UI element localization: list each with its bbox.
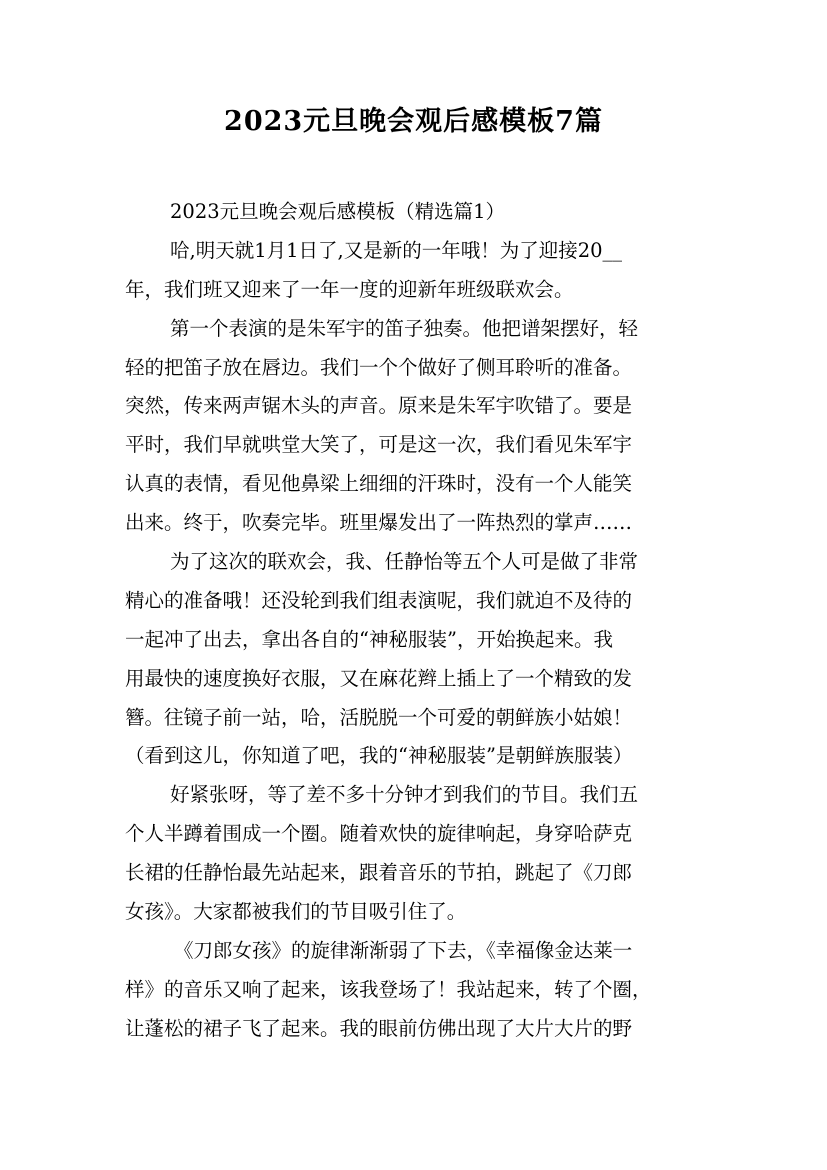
paragraph-line: 哈,明天就1月1日了,又是新的一年哦！为了迎接20__ <box>170 238 623 262</box>
document-title: 2023元旦晚会观后感模板7篇 <box>224 106 603 137</box>
paragraph-line: 轻的把笛子放在唇边。我们一个个做好了侧耳聆听的准备。 <box>125 355 633 379</box>
paragraph-line: 长裙的任静怡最先站起来，跟着音乐的节拍，跳起了《刀郎 <box>125 861 633 885</box>
paragraph-line: 平时，我们早就哄堂大笑了，可是这一次，我们看见朱军宇 <box>125 433 633 457</box>
paragraph-line: 突然，传来两声锯木头的声音。原来是朱军宇吹错了。要是 <box>125 394 633 418</box>
paragraph-line: 精心的准备哦！还没轮到我们组表演呢，我们就迫不及待的 <box>125 588 633 612</box>
paragraph-line: （看到这儿，你知道了吧，我的“神秘服装”是朝鲜族服装） <box>125 744 633 768</box>
paragraph-line: 认真的表情，看见他鼻梁上细细的汗珠时，没有一个人能笑 <box>125 472 633 496</box>
paragraph-line: 出来。终于，吹奏完毕。班里爆发出了一阵热烈的掌声…… <box>125 511 633 535</box>
paragraph-line: 一起冲了出去，拿出各自的“神秘服装”，开始换起来。我 <box>125 627 613 651</box>
paragraph-line: 第一个表演的是朱军宇的笛子独奏。他把谱架摆好，轻 <box>170 316 639 340</box>
paragraph-line: 用最快的速度换好衣服，又在麻花辫上插上了一个精致的发 <box>125 666 633 690</box>
paragraph-line: 让蓬松的裙子飞了起来。我的眼前仿佛出现了大片大片的野 <box>125 1016 633 1040</box>
paragraph-line: 为了这次的联欢会，我、任静怡等五个人可是做了非常 <box>170 550 639 574</box>
paragraph-line: 好紧张呀，等了差不多十分钟才到我们的节目。我们五 <box>170 783 639 807</box>
document-body <box>125 193 715 1049</box>
paragraph-line: 簪。往镜子前一站，哈，活脱脱一个可爱的朝鲜族小姑娘！ <box>125 705 633 729</box>
paragraph-line: 样》的音乐又响了起来，该我登场了！我站起来，转了个圈， <box>125 977 652 1001</box>
paragraph-line: 《刀郎女孩》的旋律渐渐弱了下去，《幸福像金达莱一 <box>174 938 633 962</box>
paragraph-line: 个人半蹲着围成一个圈。随着欢快的旋律响起，身穿哈萨克 <box>125 822 633 846</box>
paragraph-line: 女孩》。大家都被我们的节目吸引住了。 <box>125 900 467 924</box>
section-heading: 2023元旦晚会观后感模板（精选篇1） <box>170 200 506 223</box>
paragraph-line: 年，我们班又迎来了一年一度的迎新年班级联欢会。 <box>125 277 574 301</box>
